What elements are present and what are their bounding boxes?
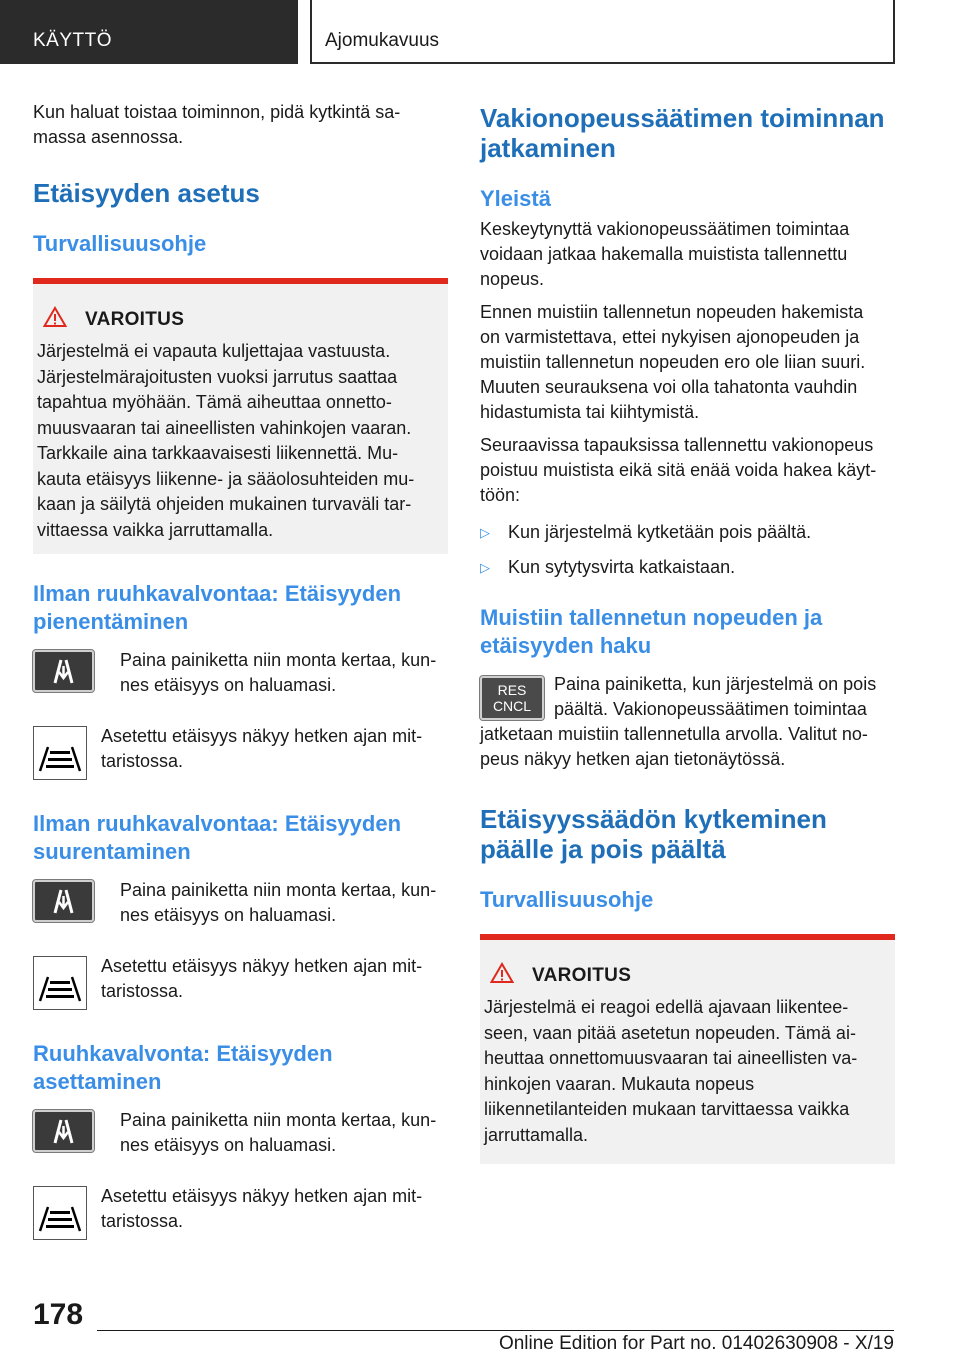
res-instruction-continued: jatketaan muistiin tallennetulla arvolla. Valitut no- peus näkyy hetken ajan tietonäytössä. — [480, 724, 868, 769]
chapter-title: Ajomukavuus — [325, 30, 440, 51]
press-instruction: Paina painiketta niin monta kertaa, kun- nes etäisyys on haluamasi. — [120, 880, 437, 925]
heading-distance-setting: Etäisyyden asetus — [33, 178, 260, 208]
svg-text:RES: RES — [497, 682, 527, 698]
press-row — [33, 878, 448, 928]
distance-button-icon — [33, 650, 94, 692]
edition-text: Online Edition for Part no. 01402630908 - X/19 — [498, 1333, 894, 1354]
general-paragraph-2: Ennen muistiin tallennetun nopeuden hakemista on varmistettava, ettei nykyisen ajonopeuden ja muistiin tallennetun nopeuden ero ole liian suuri. Muuten seurauksena voi olla tahatonta vauhdin hidastumista tai kiihtymistä. — [480, 302, 866, 422]
heading-resume-cruise: Vakionopeussäätimen toiminnan jatkaminen — [480, 103, 885, 163]
heading-set-distance: Ruuhkavalvonta: Etäisyyden asettaminen — [33, 1041, 333, 1094]
heading-decrease-distance: Ilman ruuhkavalvontaa: Etäisyyden pienentäminen — [33, 581, 402, 634]
display-row — [33, 956, 448, 1010]
header-divider-right — [893, 0, 895, 64]
general-paragraph-1: Keskeytynyttä vakionopeussäätimen toimintaa voidaan jatkaa hakemalla muistista tallennettu nopeus. — [480, 219, 850, 289]
general-paragraph-3: Seuraavissa tapauksissa tallennettu vakionopeus poistuu muistista eikä sitä enää voida hakea käyt- töön: — [480, 435, 877, 505]
heading-increase-distance: Ilman ruuhkavalvontaa: Etäisyyden suurentaminen — [33, 811, 402, 864]
warning-title: VAROITUS — [532, 964, 632, 986]
warning-text: Järjestelmä ei vapauta kuljettajaa vastuusta. Järjestelmärajoitusten vuoksi jarrutus saattaa tapahtua myöhään. Tämä aiheuttaa onnetto- muusvaaran tai aineellisten vahinkojen vaaran. Tarkkaile aina tarkkaavaisesti liikennettä. Mu- kauta etäisyys liikenne- ja sääolosuhteiden mu- kaan ja säilytä ohjeiden mukainen turvaväli tar- vittaessa vaikka jarruttamalla. — [37, 341, 415, 540]
heading-recall: Muistiin tallennetun nopeuden ja etäisyyden haku — [480, 605, 823, 658]
display-note: Asetettu etäisyys näkyy hetken ajan mit- taristossa. — [101, 1186, 423, 1231]
res-row — [480, 674, 895, 722]
display-row — [33, 726, 448, 780]
distance-display-icon — [33, 956, 87, 1010]
section-label: KÄYTTÖ — [0, 0, 298, 64]
warning-box — [33, 278, 448, 554]
list-item — [480, 520, 895, 545]
warning-text: Järjestelmä ei reagoi edellä ajavaan liikentee- seen, vaan pitää asetetun nopeuden. Tämä ai- heuttaa onnettomuusvaaran tai aineellisten va- hinkojen vaaran. Mukauta nopeus liikennetilanteiden mukaan tarvittaessa vaikka jarruttamalla. — [484, 997, 858, 1145]
bullet-triangle-icon: ▷ — [480, 525, 490, 540]
press-row — [33, 648, 448, 698]
warning-box — [480, 934, 895, 1164]
display-note: Asetettu etäisyys näkyy hetken ajan mit- taristossa. — [101, 726, 423, 771]
display-row — [33, 1186, 448, 1240]
distance-display-icon — [33, 1186, 87, 1240]
heading-general: Yleistä — [480, 186, 551, 211]
list-item-text: Kun järjestelmä kytketään pois päältä. — [508, 522, 812, 542]
warning-triangle-icon — [43, 306, 67, 333]
list-item — [480, 555, 895, 580]
distance-button-icon — [33, 880, 94, 922]
distance-button-icon — [33, 1110, 94, 1152]
distance-display-icon — [33, 726, 87, 780]
warning-title: VAROITUS — [85, 308, 185, 330]
header-divider — [310, 0, 312, 64]
bullet-triangle-icon: ▷ — [480, 560, 490, 575]
res-cncl-button-icon — [480, 676, 544, 720]
list-item-text: Kun sytytysvirta katkaistaan. — [508, 557, 736, 577]
page-number: 178 — [33, 1298, 84, 1331]
footer-rule — [97, 1330, 894, 1331]
heading-switch-distance-control: Etäisyyssäädön kytkeminen päälle ja pois päältä — [480, 804, 827, 864]
display-note: Asetettu etäisyys näkyy hetken ajan mit- taristossa. — [101, 956, 423, 1001]
press-instruction: Paina painiketta niin monta kertaa, kun- nes etäisyys on haluamasi. — [120, 1110, 437, 1155]
press-row — [33, 1108, 448, 1158]
heading-safety-note: Turvallisuusohje — [480, 887, 654, 912]
left-column — [33, 100, 448, 1240]
page-header — [0, 0, 960, 64]
press-instruction: Paina painiketta niin monta kertaa, kun- nes etäisyys on haluamasi. — [120, 650, 437, 695]
res-instruction: Paina painiketta, kun järjestelmä on pois päältä. Vakionopeussäätimen toimintaa — [554, 674, 877, 719]
heading-safety-note: Turvallisuusohje — [33, 231, 207, 256]
intro-text: Kun haluat toistaa toiminnon, pidä kytkintä sa- massa asennossa. — [33, 102, 401, 147]
right-column — [480, 100, 895, 1164]
svg-text:CNCL: CNCL — [492, 698, 532, 714]
warning-triangle-icon — [490, 962, 514, 989]
